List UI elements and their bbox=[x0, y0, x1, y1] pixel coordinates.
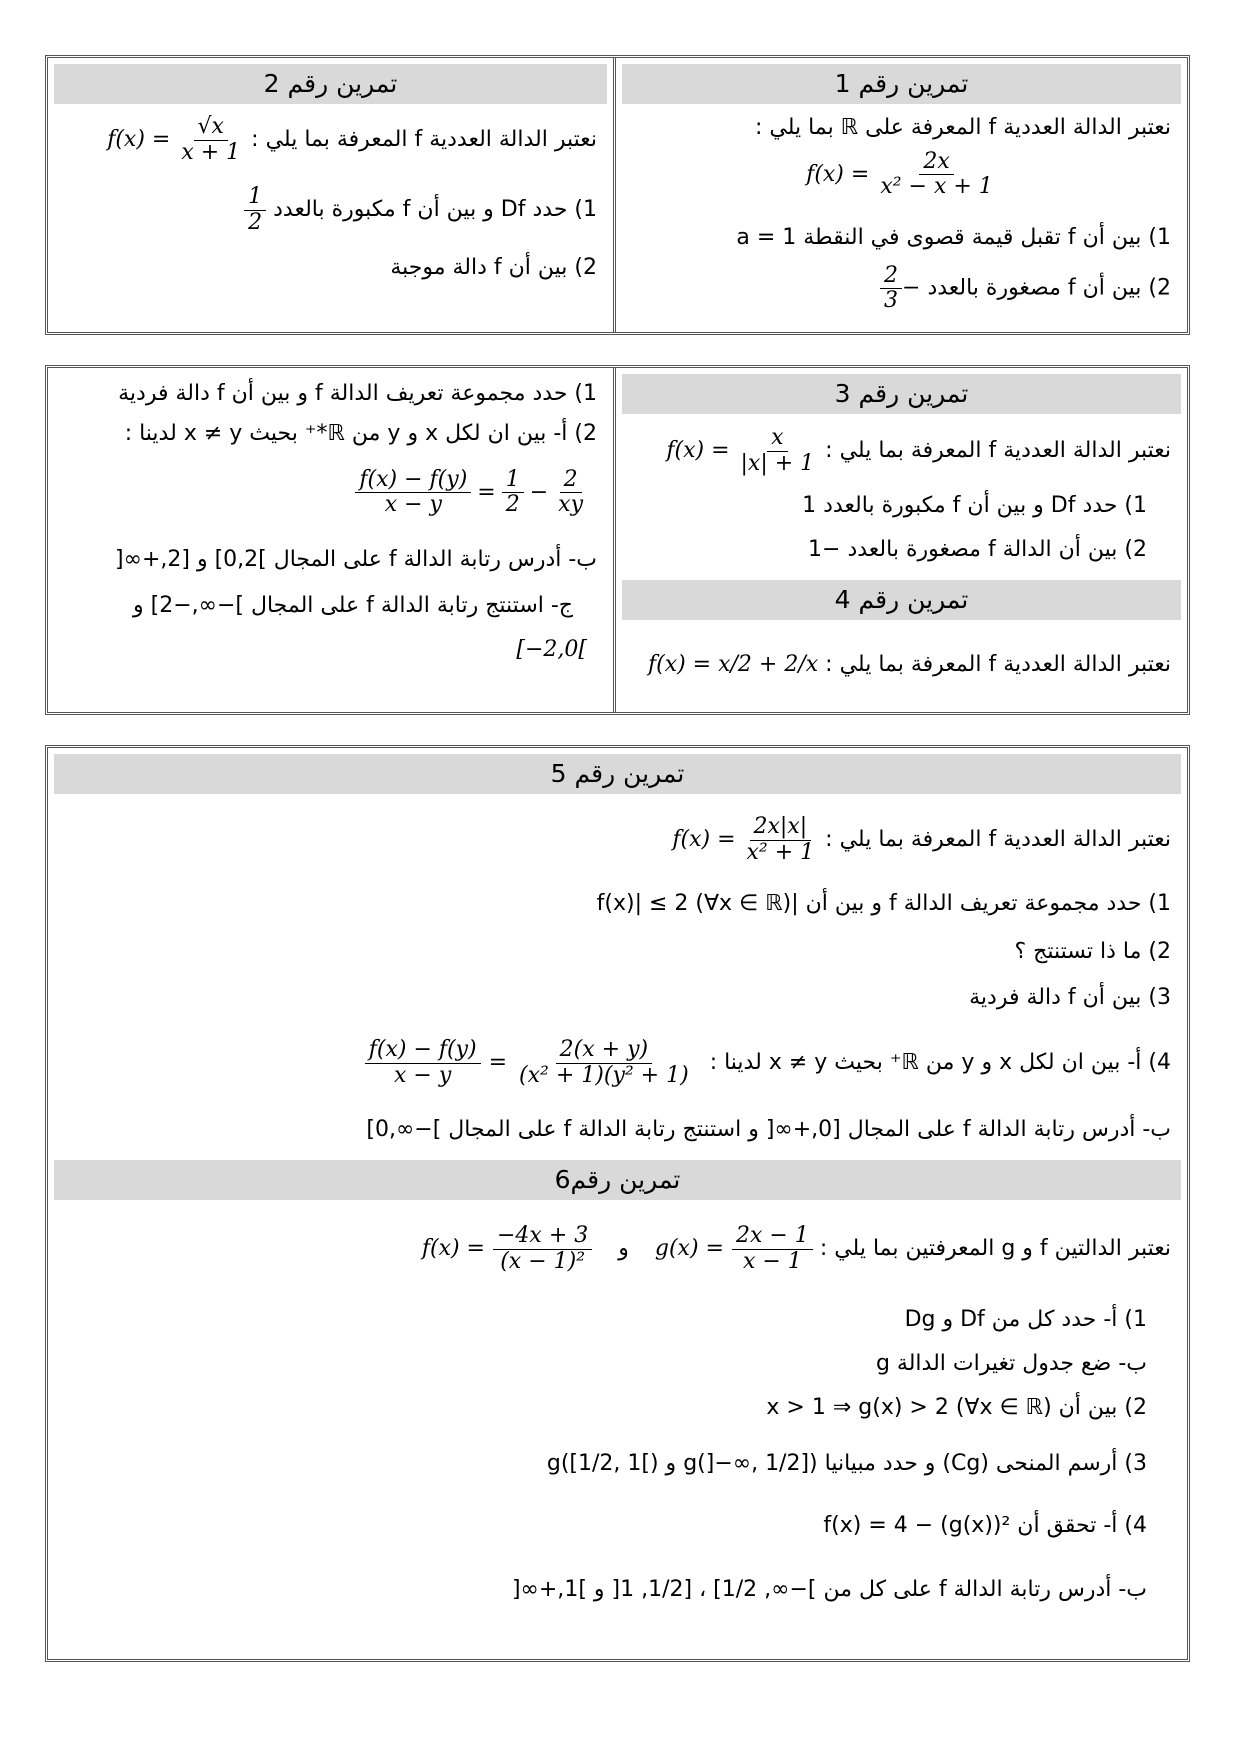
exercise-1-intro: نعتبر الدالة العددية f المعرفة على ℝ بما يلي : bbox=[755, 115, 1171, 140]
exercise-3-formula-lhs: f(x) = bbox=[666, 438, 730, 463]
exercise-1-formula-lhs: f(x) = bbox=[806, 161, 870, 187]
exercise-box-5-6 bbox=[45, 745, 1190, 1662]
exercise-6-question-1b: ب- ضع جدول تغيرات الدالة g bbox=[875, 1351, 1147, 1376]
exercise-box-3-4 bbox=[45, 365, 1190, 715]
exercise-6-question-3: 3) أرسم المنحى (Cg) و حدد مبيانيا g(]−∞, 1/2]) و g([1/2, 1[) bbox=[546, 1451, 1147, 1476]
exercise-1-q2-num: 2 bbox=[880, 264, 902, 289]
exercise-1-formula-fraction bbox=[876, 150, 996, 199]
exercise-2-title: تمرين رقم 2 bbox=[54, 64, 607, 104]
exercise-2-formula-den: x + 1 bbox=[181, 139, 241, 165]
exercise-3-title: تمرين رقم 3 bbox=[622, 374, 1181, 414]
exercise-5 bbox=[48, 748, 1187, 1158]
exercise-6 bbox=[48, 1160, 1187, 1660]
exercise-5-question-4b: ب- أدرس رتابة الدالة f على المجال [0,+∞[ و استنتج رتابة الدالة f على المجال ]−∞,0] bbox=[366, 1117, 1171, 1142]
ex4-formula-lhs-den: x − y bbox=[384, 492, 442, 518]
ex4-formula-r2-den: xy bbox=[558, 492, 583, 518]
exercise-1-question-2-value bbox=[880, 264, 920, 313]
exercise-3-question-1: 1) حدد Df و بين أن f مكبورة بالعدد 1 bbox=[802, 493, 1147, 518]
exercise-2-q1-num: 1 bbox=[244, 185, 266, 210]
exercise-2-question-2: 2) بين أن f دالة موجبة bbox=[390, 255, 597, 280]
exercise-2-formula-num: √x bbox=[194, 115, 228, 140]
exercise-1-title: تمرين رقم 1 bbox=[622, 64, 1181, 104]
exercise-1-question-2-text: 2) بين أن f مصغورة بالعدد bbox=[927, 275, 1171, 301]
exercise-6-question-4b: ب- أدرس رتابة الدالة f على كل من ]−∞, 1/2] ، [1/2, 1[ و ]1,+∞[ bbox=[511, 1577, 1147, 1602]
exercise-2-q1-den: 2 bbox=[248, 209, 263, 235]
exercise-5-question-4a: 4) أ- بين ان لكل x و y من ℝ⁺ بحيث x ≠ y لدينا : bbox=[709, 1050, 1171, 1075]
exercise-4-question-2c: ج- استنتج رتابة الدالة f على المجال ]−∞,−2] و bbox=[133, 593, 573, 618]
exercise-5-intro: نعتبر الدالة العددية f المعرفة بما يلي : bbox=[825, 827, 1171, 852]
exercise-2-intro: نعتبر الدالة العددية f المعرفة بما يلي : bbox=[251, 127, 597, 152]
exercise-3-intro-line bbox=[632, 420, 1171, 482]
exercise-2-formula bbox=[107, 112, 244, 168]
exercise-1-question-1: 1) بين أن f تقبل قيمة قصوى في النقطة a = 1 bbox=[736, 225, 1171, 250]
ex4-formula-lhs-num: f(x) − f(y) bbox=[355, 468, 471, 493]
exercise-1-q2-sign: − bbox=[902, 275, 921, 301]
exercise-1-question-2 bbox=[632, 264, 1171, 320]
exercise-1 bbox=[616, 58, 1187, 332]
exercise-5-formula bbox=[672, 808, 818, 872]
exercise-1-formula-den: x² − x + 1 bbox=[880, 174, 993, 200]
exercise-4-question-2a-formula: $\frac{f(x) - f(y)}{x - y}$ = $\frac{1}{2}$ − $\frac{2}{xy}$ bbox=[64, 460, 587, 524]
exercise-3-formula-den: |x| + 1 bbox=[740, 450, 815, 476]
ex5-rhs-num: 2(x + y) bbox=[556, 1038, 652, 1063]
exercise-6-title: تمرين رقم6 bbox=[54, 1160, 1181, 1200]
exercise-4 bbox=[616, 580, 1187, 712]
exercise-6-g-num: 2x − 1 bbox=[732, 1224, 813, 1249]
exercise-6-question-1a: 1) أ- حدد كل من Df و Dg bbox=[904, 1307, 1147, 1332]
exercise-2-intro-line bbox=[64, 112, 597, 168]
exercise-6-question-2: 2) بين أن x > 1 ⇒ g(x) > 2 (∀x ∈ ℝ) bbox=[766, 1395, 1147, 1420]
exercise-5-formula-num: 2x|x| bbox=[750, 815, 812, 840]
exercise-3-formula bbox=[666, 420, 818, 482]
exercise-2 bbox=[48, 58, 613, 332]
exercise-box-1-2 bbox=[45, 55, 1190, 335]
exercise-2-formula-lhs: f(x) = bbox=[107, 127, 171, 152]
exercise-6-formulas bbox=[422, 1210, 813, 1288]
exercise-4-title: تمرين رقم 4 bbox=[622, 580, 1181, 620]
ex4-formula-r1-den: 2 bbox=[505, 492, 520, 518]
exercise-2-question-1-text: 1) حدد Df و بين أن f مكبورة بالعدد bbox=[273, 197, 597, 222]
exercise-6-f-den: (x − 1)² bbox=[500, 1248, 586, 1274]
exercise-6-and: و bbox=[618, 1236, 629, 1261]
exercise-6-f-lhs: f(x) = bbox=[421, 1236, 485, 1261]
exercise-1-formula-num: 2x bbox=[919, 150, 953, 175]
exercise-5-question-4a-line bbox=[64, 1024, 1171, 1102]
ex5-lhs-num: f(x) − f(y) bbox=[365, 1038, 481, 1063]
exercise-6-f-num: −4x + 3 bbox=[493, 1224, 592, 1249]
exercise-6-intro: نعتبر الدالتين f و g المعرفتين بما يلي : bbox=[819, 1236, 1171, 1261]
exercise-5-formula-den: x² + 1 bbox=[746, 839, 815, 865]
exercise-5-intro-line bbox=[64, 808, 1171, 872]
exercise-2-question-1 bbox=[64, 182, 597, 238]
exercise-3 bbox=[616, 368, 1187, 580]
exercise-6-intro-line bbox=[64, 1210, 1171, 1288]
exercise-3-intro: نعتبر الدالة العددية f المعرفة بما يلي : bbox=[825, 438, 1171, 463]
exercise-5-title: تمرين رقم 5 bbox=[54, 754, 1181, 794]
exercise-3-formula-num: x bbox=[767, 426, 787, 451]
exercise-4-question-2b: ب- أدرس رتابة الدالة f على المجال ]0,2] و [2,+∞[ bbox=[115, 547, 597, 572]
exercise-4-question-1: 1) حدد مجموعة تعريف الدالة f و بين أن f دالة فردية bbox=[118, 381, 597, 406]
ex4-formula-r2-num: 2 bbox=[560, 468, 582, 493]
exercise-4-interval: [−2,0[ bbox=[516, 637, 587, 662]
exercise-3-question-2: 2) بين أن الدالة f مصغورة بالعدد −1 bbox=[808, 537, 1147, 562]
exercise-2-question-1-value bbox=[244, 185, 266, 234]
exercise-5-question-4a-formula: $\frac{f(x) - f(y)}{x - y}$ = $\frac{2(x + y)}{\text{(x² + 1)(y² + 1)}}$ bbox=[365, 1024, 693, 1102]
exercise-1-formula bbox=[632, 150, 1171, 210]
exercise-6-question-4a: 4) أ- تحقق أن f(x) = 4 − (g(x))² bbox=[823, 1513, 1147, 1538]
exercise-1-q2-den: 3 bbox=[884, 288, 898, 314]
exercise-6-g-lhs: g(x) = bbox=[654, 1236, 724, 1261]
ex4-formula-r1-num: 1 bbox=[502, 468, 524, 493]
exercise-4-questions bbox=[48, 368, 613, 712]
ex5-rhs-den: (x² + 1)(y² + 1) bbox=[519, 1062, 689, 1088]
exercise-5-question-1: 1) حدد مجموعة تعريف الدالة f و بين أن |f(x)| ≤ 2 (∀x ∈ ℝ) bbox=[596, 891, 1171, 916]
exercise-6-g-den: x − 1 bbox=[742, 1248, 802, 1274]
exercise-5-formula-lhs: f(x) = bbox=[672, 827, 736, 852]
exercise-4-question-2a: 2) أ- بين ان لكل x و y من ℝ*⁺ بحيث x ≠ y لدينا : bbox=[124, 421, 597, 446]
exercise-5-question-2: 2) ما ذا تستنتج ؟ bbox=[1014, 939, 1171, 964]
exercise-4-intro: نعتبر الدالة العددية f المعرفة بما يلي : bbox=[825, 652, 1171, 677]
exercise-5-question-3: 3) بين أن f دالة فردية bbox=[969, 985, 1171, 1010]
exercise-4-question-2c-interval bbox=[64, 630, 587, 670]
ex5-lhs-den: x − y bbox=[394, 1062, 452, 1088]
exercise-4-formula: f(x) = x/2 + 2/x bbox=[647, 652, 819, 677]
exercise-4-intro-line bbox=[632, 634, 1171, 696]
